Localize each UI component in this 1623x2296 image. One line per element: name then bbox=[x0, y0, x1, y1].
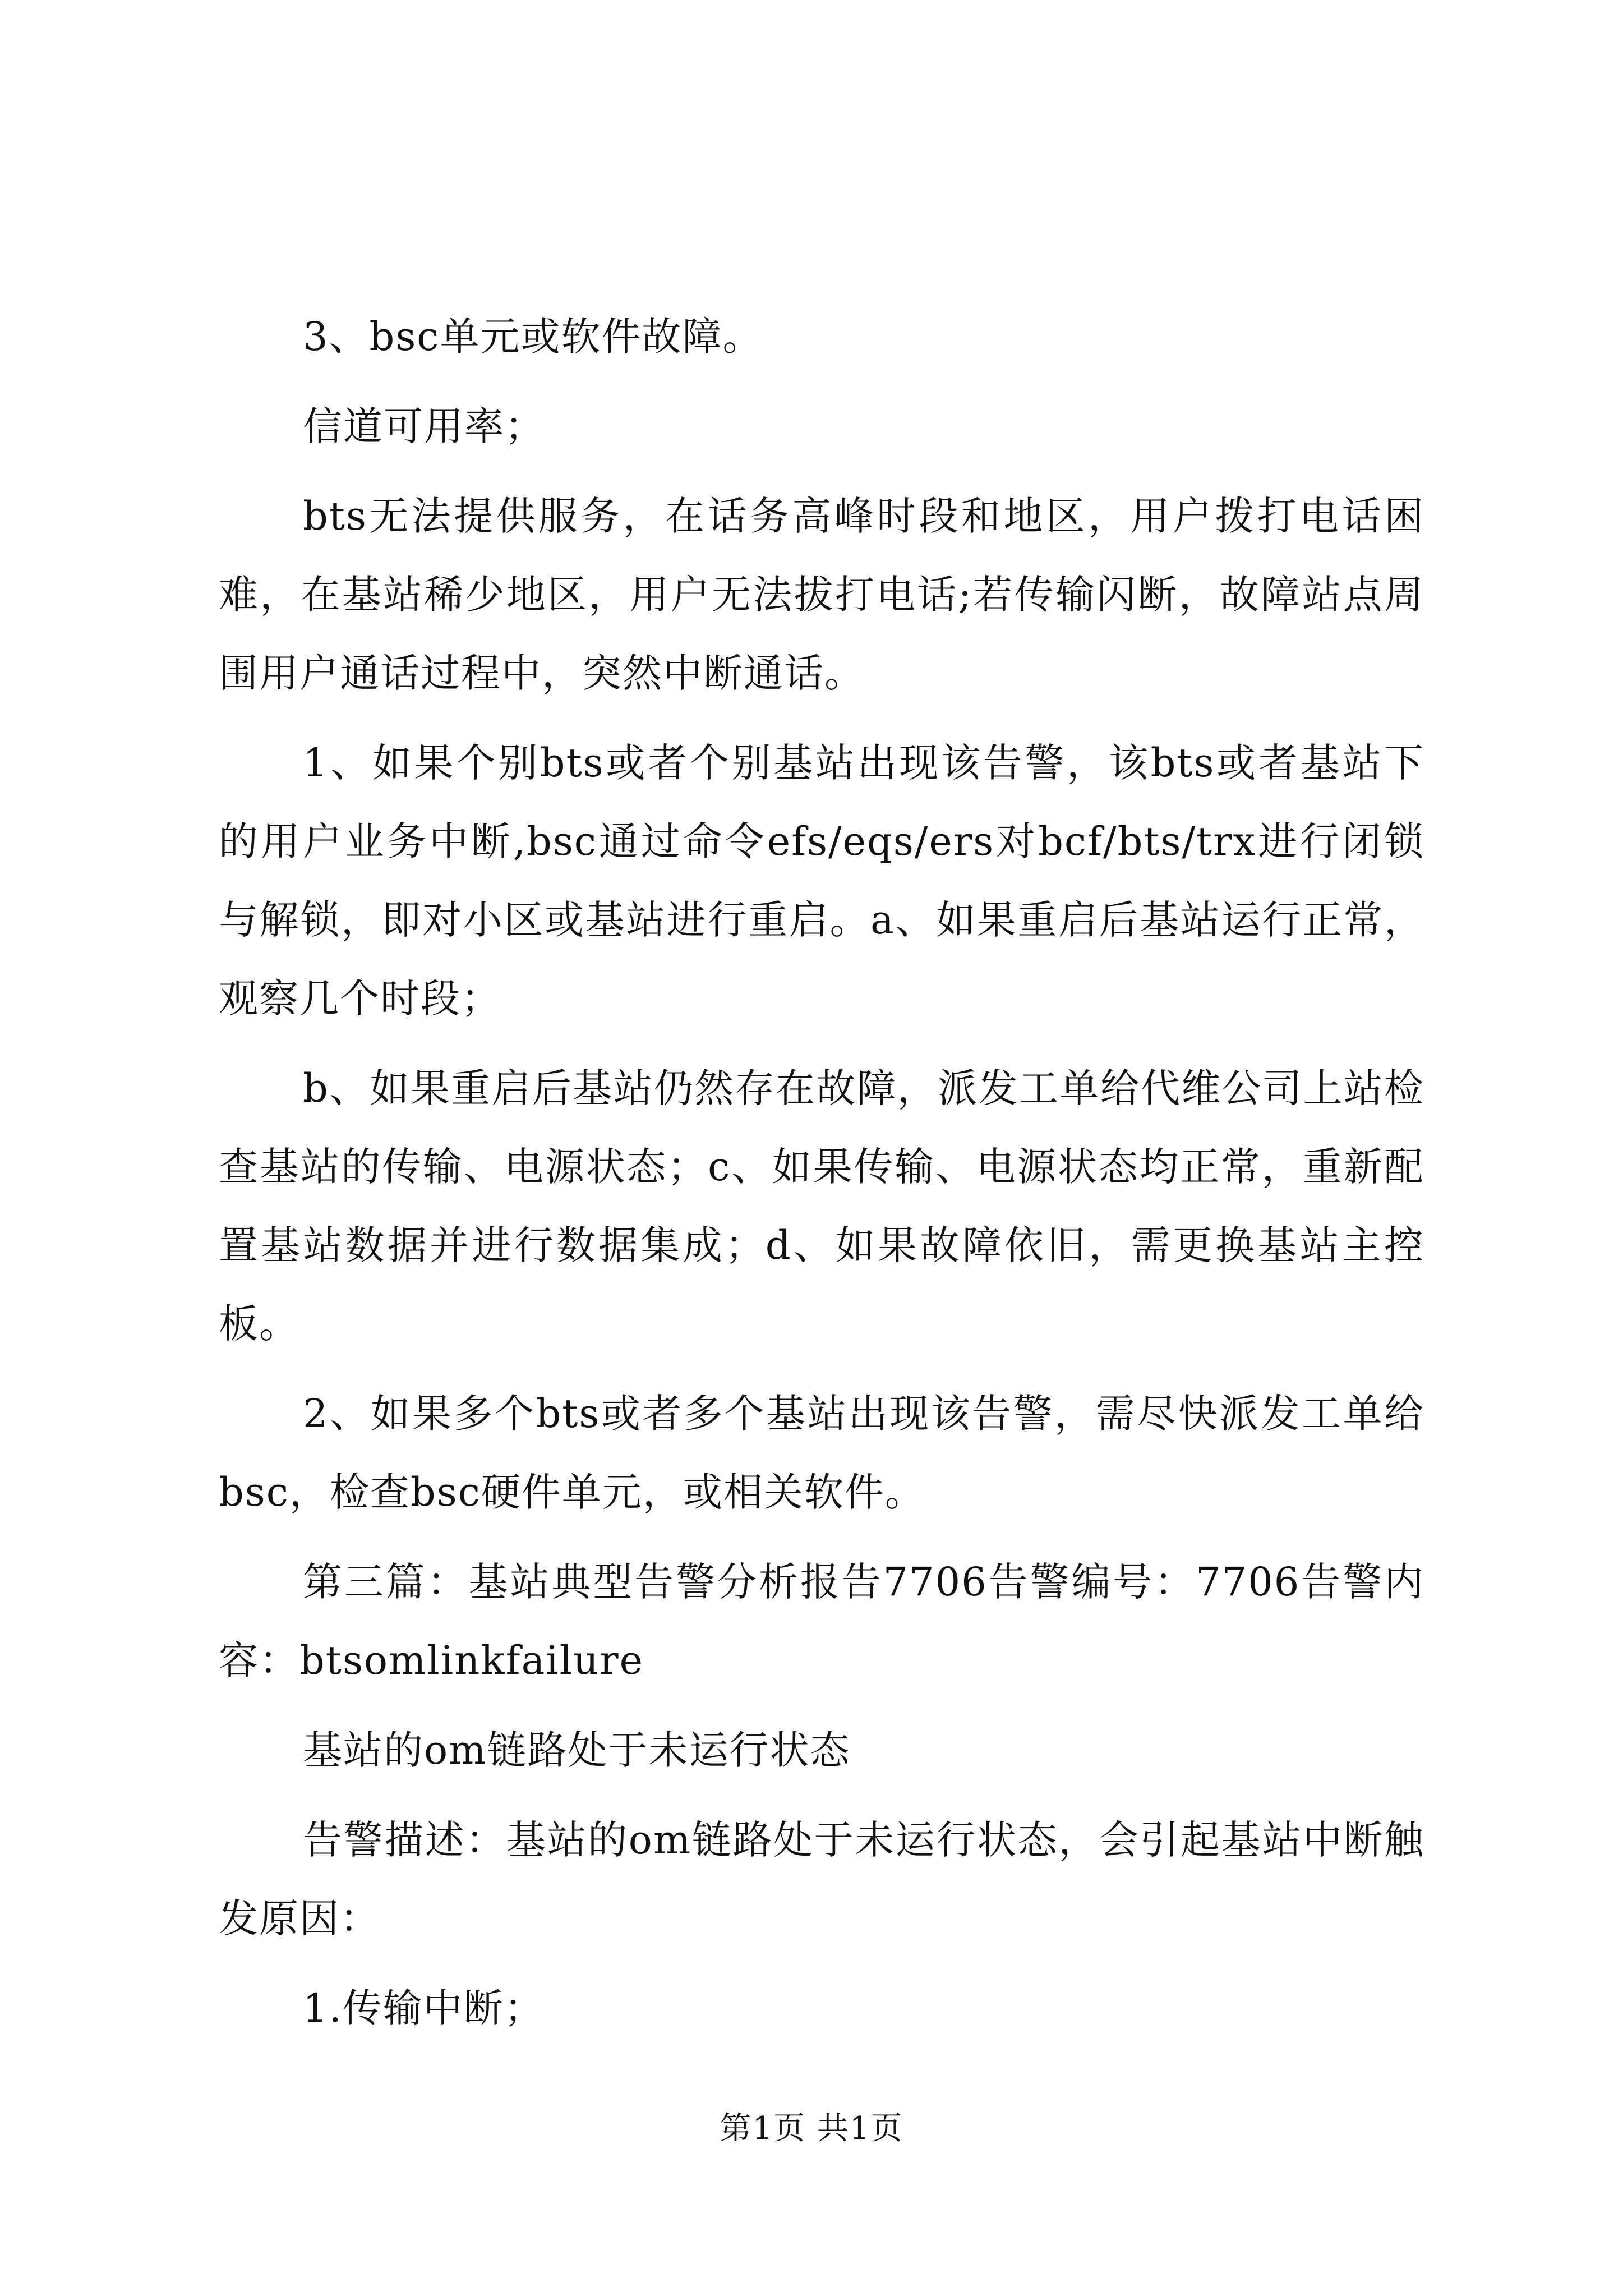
paragraph: 3、bsc单元或软件故障。 bbox=[303, 314, 763, 360]
paragraph: 基站的om链路处于未运行状态 bbox=[303, 1727, 851, 1773]
paragraph: 第三篇：基站典型告警分析报告7706告警编号：7706告警内容：btsomlinkfailure bbox=[219, 1559, 1424, 1683]
paragraph: 1.传输中断； bbox=[303, 1985, 545, 2031]
paragraph: 告警描述：基站的om链路处于未运行状态，会引起基站中断触发原因： bbox=[219, 1817, 1424, 1941]
paragraph: 1、如果个别bts或者个别基站出现该告警，该bts或者基站下的用户业务中断,bsc通过命令efs/eqs/ers对bcf/bts/trx进行闭锁与解锁，即对小区或基站进行重启。a、如果重启后基站运行正常，观察几个时段； bbox=[219, 740, 1424, 1022]
paragraph: bts无法提供服务，在话务高峰时段和地区，用户拨打电话困难，在基站稀少地区，用户无法拔打电话;若传输闪断，故障站点周围用户通话过程中，突然中断通话。 bbox=[219, 493, 1424, 696]
document-body bbox=[219, 297, 1424, 2059]
paragraph: 信道可用率； bbox=[303, 403, 545, 449]
page-footer: 第1页 共1页 bbox=[720, 2110, 903, 2147]
paragraph: 2、如果多个bts或者多个基站出现该告警，需尽快派发工单给bsc，检查bsc硬件单元，或相关软件。 bbox=[219, 1391, 1424, 1515]
paragraph: b、如果重启后基站仍然存在故障，派发工单给代维公司上站检查基站的传输、电源状态；c、如果传输、电源状态均正常，重新配置基站数据并进行数据集成；d、如果故障依旧，需更换基站主控板。 bbox=[219, 1065, 1424, 1347]
